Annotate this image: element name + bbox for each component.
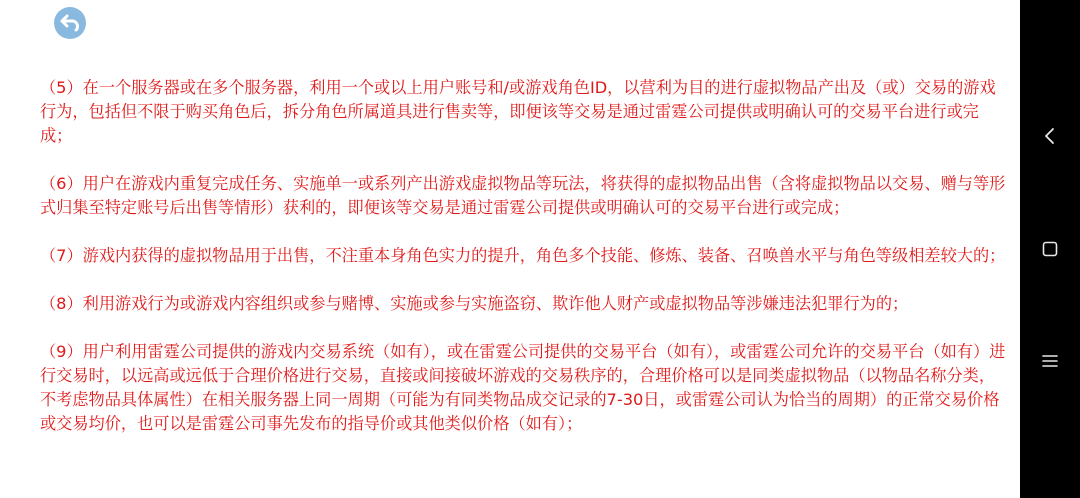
back-arrow-icon: [60, 14, 80, 32]
rule-paragraph-7: （7）游戏内获得的虚拟物品用于出售，不注重本身角色实力的提升，角色多个技能、修炼、装备、召唤兽水平与角色等级相差较大的；: [40, 246, 1006, 265]
rules-text: [40, 76, 1008, 460]
rule-paragraph-8: （8）利用游戏行为或游戏内容组织或参与赌博、实施或参与实施盗窃、欺诈他人财产或虚拟物品等涉嫌违法犯罪行为的；: [40, 294, 909, 313]
menu-icon: [1041, 353, 1059, 369]
chevron-left-icon: [1043, 127, 1057, 145]
rule-paragraph-6: （6）用户在游戏内重复完成任务、实施单一或系列产出游戏虚拟物品等玩法，将获得的虚拟物品出售（含将虚拟物品以交易、赠与等形式归集至特定账号后出售等情形）获利的，即便该等交易是通过雷霆公司提供或明确认可的交易平台进行或完成；: [40, 174, 1006, 217]
nav-menu-button[interactable]: [1035, 346, 1065, 376]
rule-paragraph-9: （9）用户利用雷霆公司提供的游戏内交易系统（如有），或在雷霆公司提供的交易平台（如有），或雷霆公司允许的交易平台（如有）进行交易时，以远高或远低于合理价格进行交易，直接或间接破坏游戏的交易秩序的，合理价格可以是同类虚拟物品（以物品名称分类，不考虑物品具体属性）在相关服务器上同一周期（可能为有同类物品成交记录的7-30日，或雷霆公司认为恰当的周期）的正常交易价格或交易均价，也可以是雷霆公司事先发布的指导价或其他类似价格（如有）；: [40, 342, 1006, 433]
nav-home-button[interactable]: [1035, 234, 1065, 264]
nav-back-button[interactable]: [1035, 121, 1065, 151]
square-icon: [1041, 240, 1059, 258]
back-button[interactable]: [54, 7, 86, 39]
rule-paragraph-5: （5）在一个服务器或在多个服务器，利用一个或以上用户账号和/或游戏角色ID，以营利为目的进行虚拟物品产出及（或）交易的游戏行为，包括但不限于购买角色后，拆分角色所属道具进行售卖等，即便该等交易是通过雷霆公司提供或明确认可的交易平台进行或完成；: [40, 78, 996, 145]
system-navigation-bar: [1020, 0, 1080, 498]
